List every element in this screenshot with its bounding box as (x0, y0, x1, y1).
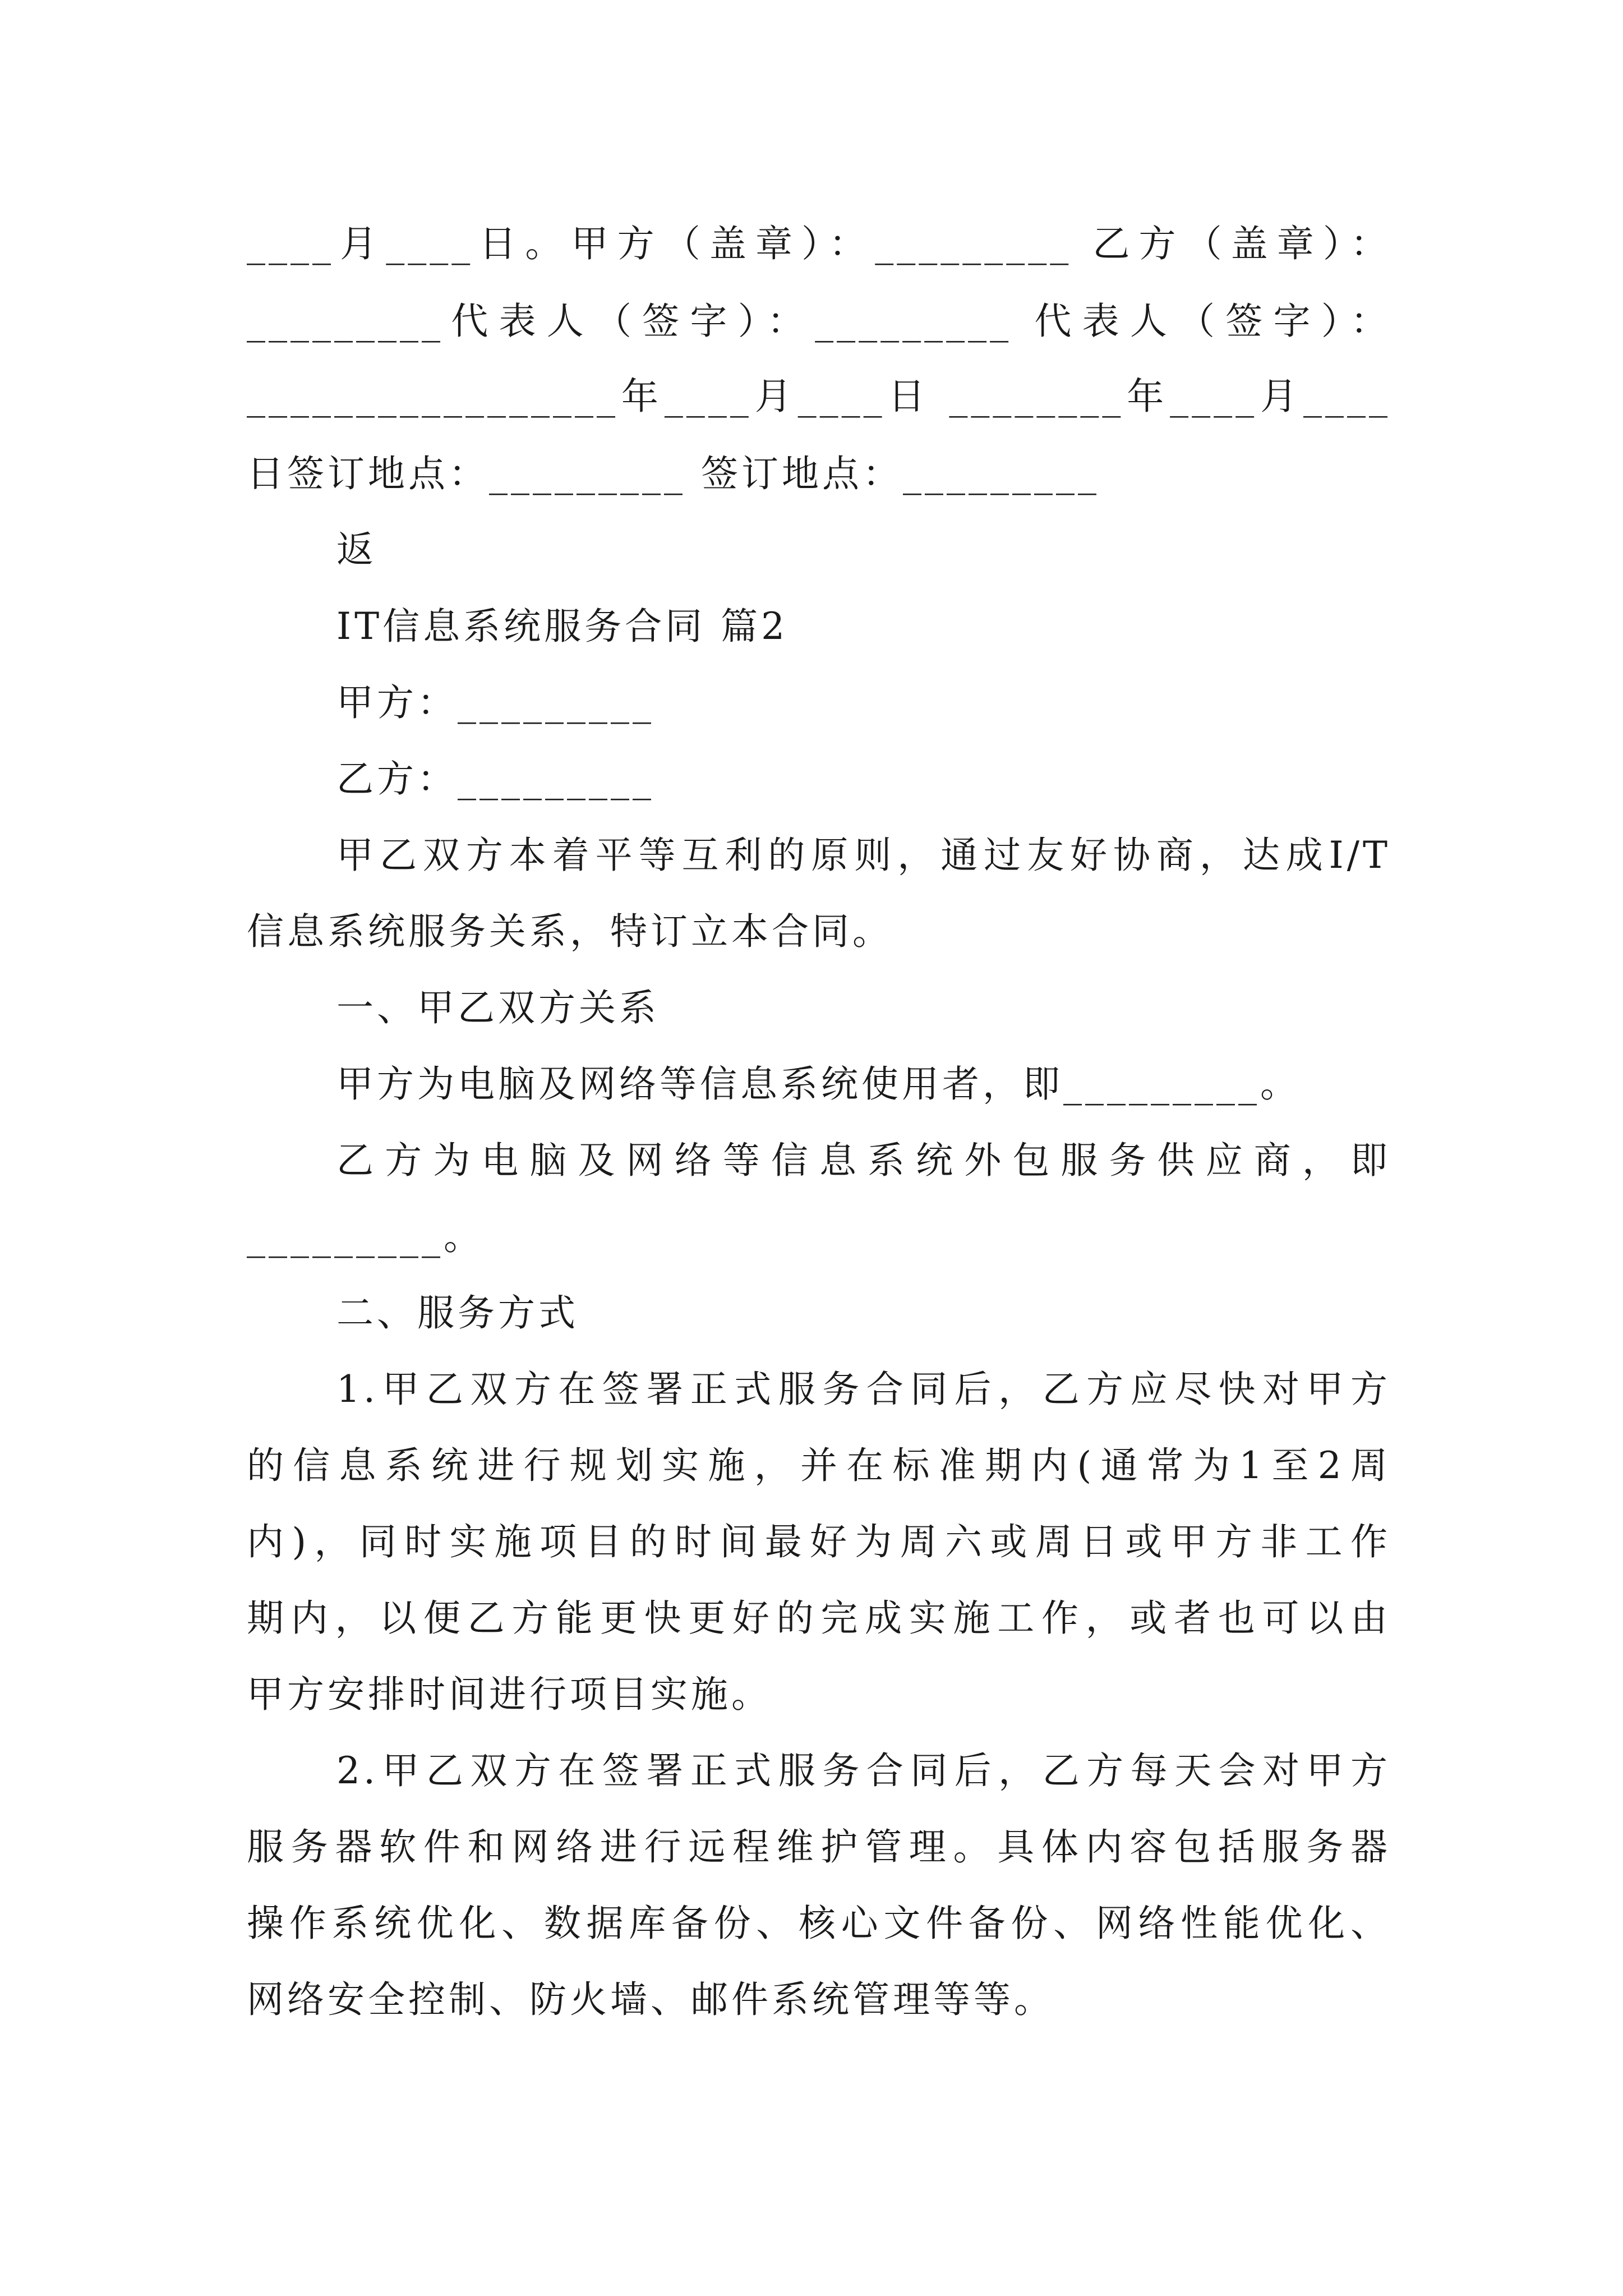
signature-date-line-1: ____月____日。甲方（盖章）：_________ 乙方（盖章）： (247, 222, 1391, 265)
section-heading-service-mode: 二、服务方式 (336, 1291, 579, 1335)
party-b-role-line-2: _________。 (247, 1215, 484, 1258)
section-heading-relationship: 一、甲乙双方关系 (336, 986, 660, 1029)
party-a-line: 甲方：_________ (336, 681, 654, 724)
party-a-role-line: 甲方为电脑及网络等信息系统使用者，即_________。 (336, 1062, 1301, 1106)
clause-2-line-2: 服务器软件和网络进行远程维护管理。具体内容包括服务器 (247, 1825, 1391, 1869)
intro-paragraph-line-1: 甲乙双方本着平等互利的原则，通过友好协商，达成I/T (336, 834, 1391, 877)
clause-2-line-4: 网络安全控制、防火墙、邮件系统管理等等。 (247, 1978, 1054, 2021)
intro-paragraph-line-2: 信息系统服务关系，特订立本合同。 (247, 910, 893, 953)
clause-1-line-2: 的信息系统进行规划实施，并在标准期内(通常为1至2周 (247, 1444, 1391, 1487)
clause-1-line-5: 甲方安排时间进行项目实施。 (247, 1673, 772, 1716)
back-link-text: 返 (336, 528, 377, 571)
party-b-role-line-1: 乙方为电脑及网络等信息系统外包服务供应商，即 (336, 1139, 1391, 1182)
signing-location-line: 日签订地点：_________ 签订地点：_________ (247, 452, 1100, 495)
clause-1-line-3: 内)，同时实施项目的时间最好为周六或周日或甲方非工作 (247, 1520, 1391, 1563)
clause-2-line-3: 操作系统优化、数据库备份、核心文件备份、网络性能优化、 (247, 1902, 1391, 1945)
clause-2-line-1: 2.甲乙双方在签署正式服务合同后，乙方每天会对甲方 (336, 1749, 1391, 1792)
contract-title: IT信息系统服务合同 篇2 (336, 605, 789, 648)
clause-1-line-1: 1.甲乙双方在签署正式服务合同后，乙方应尽快对甲方 (336, 1368, 1391, 1411)
party-b-line: 乙方：_________ (336, 757, 654, 800)
signature-representative-line: _________代表人（签字）：_________ 代表人（签字）： (247, 300, 1391, 343)
clause-1-line-4: 期内，以便乙方能更快更好的完成实施工作，或者也可以由 (247, 1596, 1391, 1640)
signature-date-line-2: _________________年____月____日 ________年____月____ (247, 375, 1391, 418)
